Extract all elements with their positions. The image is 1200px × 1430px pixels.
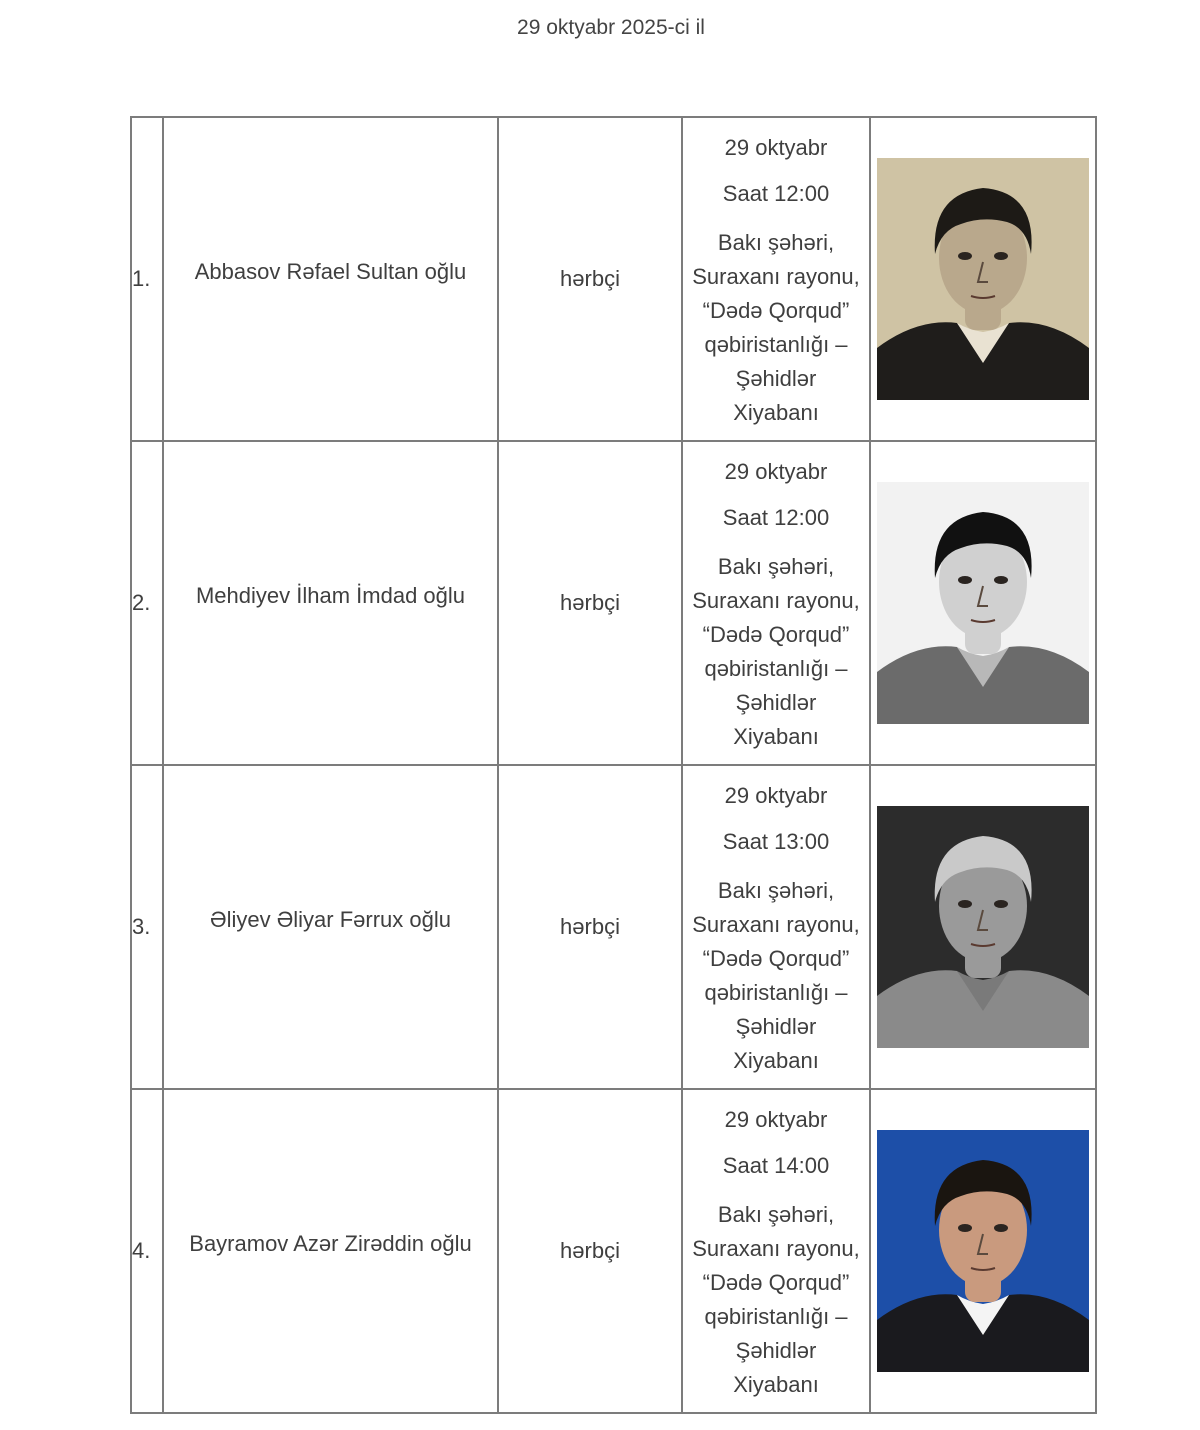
place-line: Bakı şəhəri, — [717, 554, 835, 579]
place-line: Şəhidlər — [735, 366, 817, 391]
place-line: Suraxanı rayonu, — [692, 264, 860, 289]
row-number-cell — [131, 765, 163, 1089]
person-role: hərbçi — [560, 914, 620, 939]
table-row — [131, 765, 1096, 1089]
place-line: Xiyabanı — [733, 1372, 819, 1397]
photo-cell — [870, 1089, 1096, 1413]
person-role: hərbçi — [560, 266, 620, 291]
role-cell — [498, 117, 682, 441]
burial-schedule-table — [130, 116, 1097, 1414]
portrait-photo — [877, 482, 1089, 724]
place-line: “Dədə Qorqud” — [702, 1270, 850, 1295]
portrait-illustration — [877, 482, 1089, 724]
name-cell — [163, 1089, 498, 1413]
when-cell — [682, 117, 870, 441]
when-cell — [682, 441, 870, 765]
role-cell — [498, 1089, 682, 1413]
person-role: hərbçi — [560, 1238, 620, 1263]
place-line: Xiyabanı — [733, 400, 819, 425]
burial-date: 29 oktyabr — [724, 135, 828, 160]
name-cell — [163, 765, 498, 1089]
burial-time: Saat 14:00 — [722, 1153, 830, 1178]
person-name: Bayramov Azər Zirəddin oğlu — [189, 1231, 472, 1256]
name-cell — [163, 441, 498, 765]
table-row — [131, 1089, 1096, 1413]
portrait-illustration — [877, 806, 1089, 1048]
burial-place — [683, 550, 869, 754]
when-cell — [682, 1089, 870, 1413]
burial-date: 29 oktyabr — [724, 783, 828, 808]
row-number-cell — [131, 441, 163, 765]
burial-place — [683, 1198, 869, 1402]
place-line: Bakı şəhəri, — [717, 230, 835, 255]
row-number-cell — [131, 1089, 163, 1413]
place-line: “Dədə Qorqud” — [702, 622, 850, 647]
burial-place — [683, 874, 869, 1078]
burial-time: Saat 13:00 — [722, 829, 830, 854]
person-name: Əliyev Əliyar Fərrux oğlu — [210, 907, 451, 932]
place-line: “Dədə Qorqud” — [702, 298, 850, 323]
place-line: “Dədə Qorqud” — [702, 946, 850, 971]
person-name: Mehdiyev İlham İmdad oğlu — [195, 583, 466, 608]
name-cell — [163, 117, 498, 441]
place-line: Suraxanı rayonu, — [692, 588, 860, 613]
place-line: Xiyabanı — [733, 724, 819, 749]
portrait-photo — [877, 158, 1089, 400]
portrait-photo — [877, 806, 1089, 1048]
place-line: qəbiristanlığı – — [704, 656, 848, 681]
person-name: Abbasov Rəfael Sultan oğlu — [194, 259, 467, 284]
photo-cell — [870, 765, 1096, 1089]
portrait-illustration — [877, 158, 1089, 400]
person-role: hərbçi — [560, 590, 620, 615]
place-line: Şəhidlər — [735, 1338, 817, 1363]
photo-cell — [870, 441, 1096, 765]
portrait-illustration — [877, 1130, 1089, 1372]
page-date: 29 oktyabr 2025-ci il — [517, 16, 705, 39]
table-row — [131, 117, 1096, 441]
role-cell — [498, 441, 682, 765]
place-line: Suraxanı rayonu, — [692, 912, 860, 937]
place-line: qəbiristanlığı – — [704, 980, 848, 1005]
place-line: Bakı şəhəri, — [717, 878, 835, 903]
burial-time: Saat 12:00 — [722, 505, 830, 530]
portrait-photo — [877, 1130, 1089, 1372]
burial-place — [683, 226, 869, 430]
role-cell — [498, 765, 682, 1089]
row-number: 1. — [132, 266, 151, 291]
row-number: 2. — [132, 590, 151, 615]
place-line: qəbiristanlığı – — [704, 332, 848, 357]
burial-date: 29 oktyabr — [724, 1107, 828, 1132]
when-cell — [682, 765, 870, 1089]
place-line: Şəhidlər — [735, 1014, 817, 1039]
place-line: Suraxanı rayonu, — [692, 1236, 860, 1261]
table-row — [131, 441, 1096, 765]
place-line: Şəhidlər — [735, 690, 817, 715]
row-number: 3. — [132, 914, 151, 939]
row-number: 4. — [132, 1238, 151, 1263]
place-line: qəbiristanlığı – — [704, 1304, 848, 1329]
burial-time: Saat 12:00 — [722, 181, 830, 206]
place-line: Xiyabanı — [733, 1048, 819, 1073]
photo-cell — [870, 117, 1096, 441]
row-number-cell — [131, 117, 163, 441]
burial-date: 29 oktyabr — [724, 459, 828, 484]
place-line: Bakı şəhəri, — [717, 1202, 835, 1227]
